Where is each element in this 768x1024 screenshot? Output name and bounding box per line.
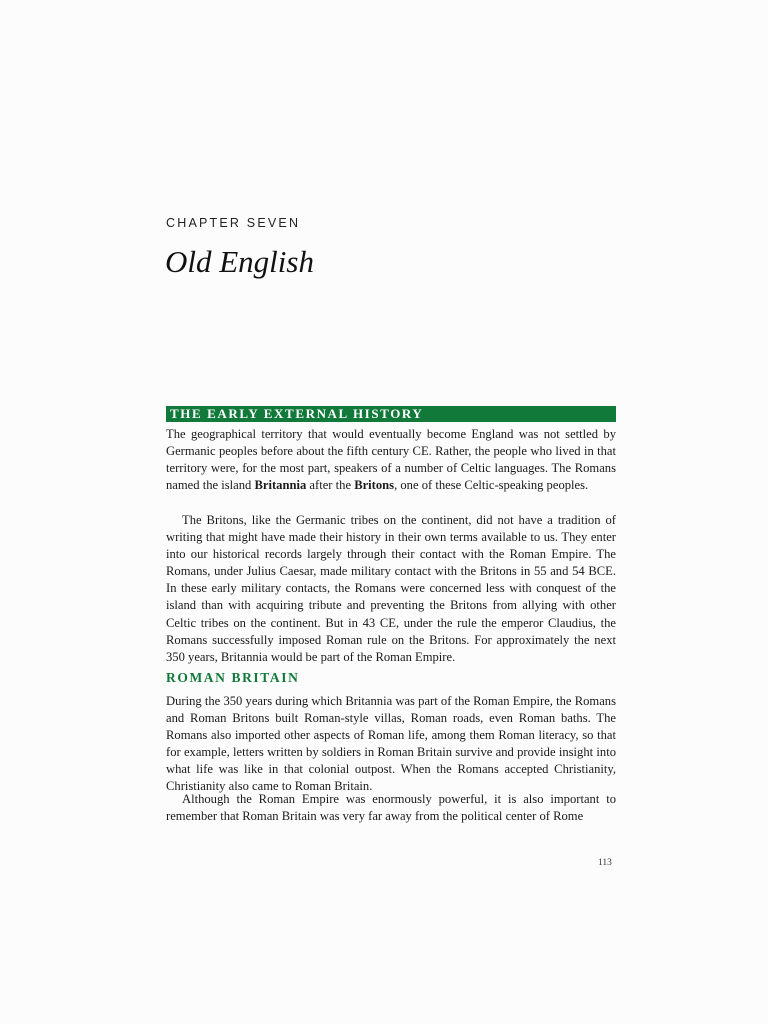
paragraph-3 [166, 693, 616, 796]
paragraph-1-text-a: The geographical territory that would eventually become England was not settled by Germanic peoples before about the fifth century CE. Rather, the people who lived in that territory were, for the most part, speakers of a number of Celtic languages. The Romans named the island [166, 427, 616, 493]
chapter-label: CHAPTER SEVEN [166, 216, 301, 230]
section-heading-early-external-history: THE EARLY EXTERNAL HISTORY [170, 406, 424, 421]
section-heading-roman-britain: ROMAN BRITAIN [166, 670, 300, 685]
paragraph-4-text: Although the Roman Empire was enormously powerful, it is also important to remember that Roman Britain was very far away from the political center of Rome [166, 792, 616, 824]
term-britannia: Britannia [254, 478, 307, 493]
paragraph-2 [166, 512, 616, 666]
term-britons: Britons [354, 478, 395, 493]
page-number: 113 [598, 858, 612, 868]
paragraph-1-text-b: after the [306, 478, 355, 493]
paragraph-4 [166, 791, 616, 825]
paragraph-3-text: During the 350 years during which Britannia was part of the Roman Empire, the Romans and Roman Britons built Roman-style villas, Roman roads, even Roman baths. The Romans also imported other aspects of Roman life, among them Roman literacy, so that for example, letters written by soldiers in Roman Britain survive and provide insight into what life was like in that colonial outpost. When the Romans accepted Christianity, Christianity also came to Roman Britain. [166, 694, 616, 794]
paragraph-1-text-c: , one of these Celtic-speaking peoples. [394, 478, 589, 493]
paragraph-2-text: The Britons, like the Germanic tribes on the continent, did not have a tradition of writing that might have made their history in their own terms available to us. They enter into our historical records largely through their contact with the Roman Empire. The Romans, under Julius Caesar, made military contact with the Britons in 55 and 54 BCE. In these early military contacts, the Romans were concerned less with conquest of the island than with acquiring tribute and preventing the Britons from allying with other Celtic tribes on the continent. But in 43 CE, under the rule the emperor Claudius, the Romans successfully imposed Roman rule on the Britons. For approximately the next 350 years, Britannia would be part of the Roman Empire. [166, 513, 616, 664]
chapter-title: Old English [165, 244, 314, 279]
section-heading-bar [166, 406, 616, 422]
paragraph-1 [166, 426, 616, 494]
